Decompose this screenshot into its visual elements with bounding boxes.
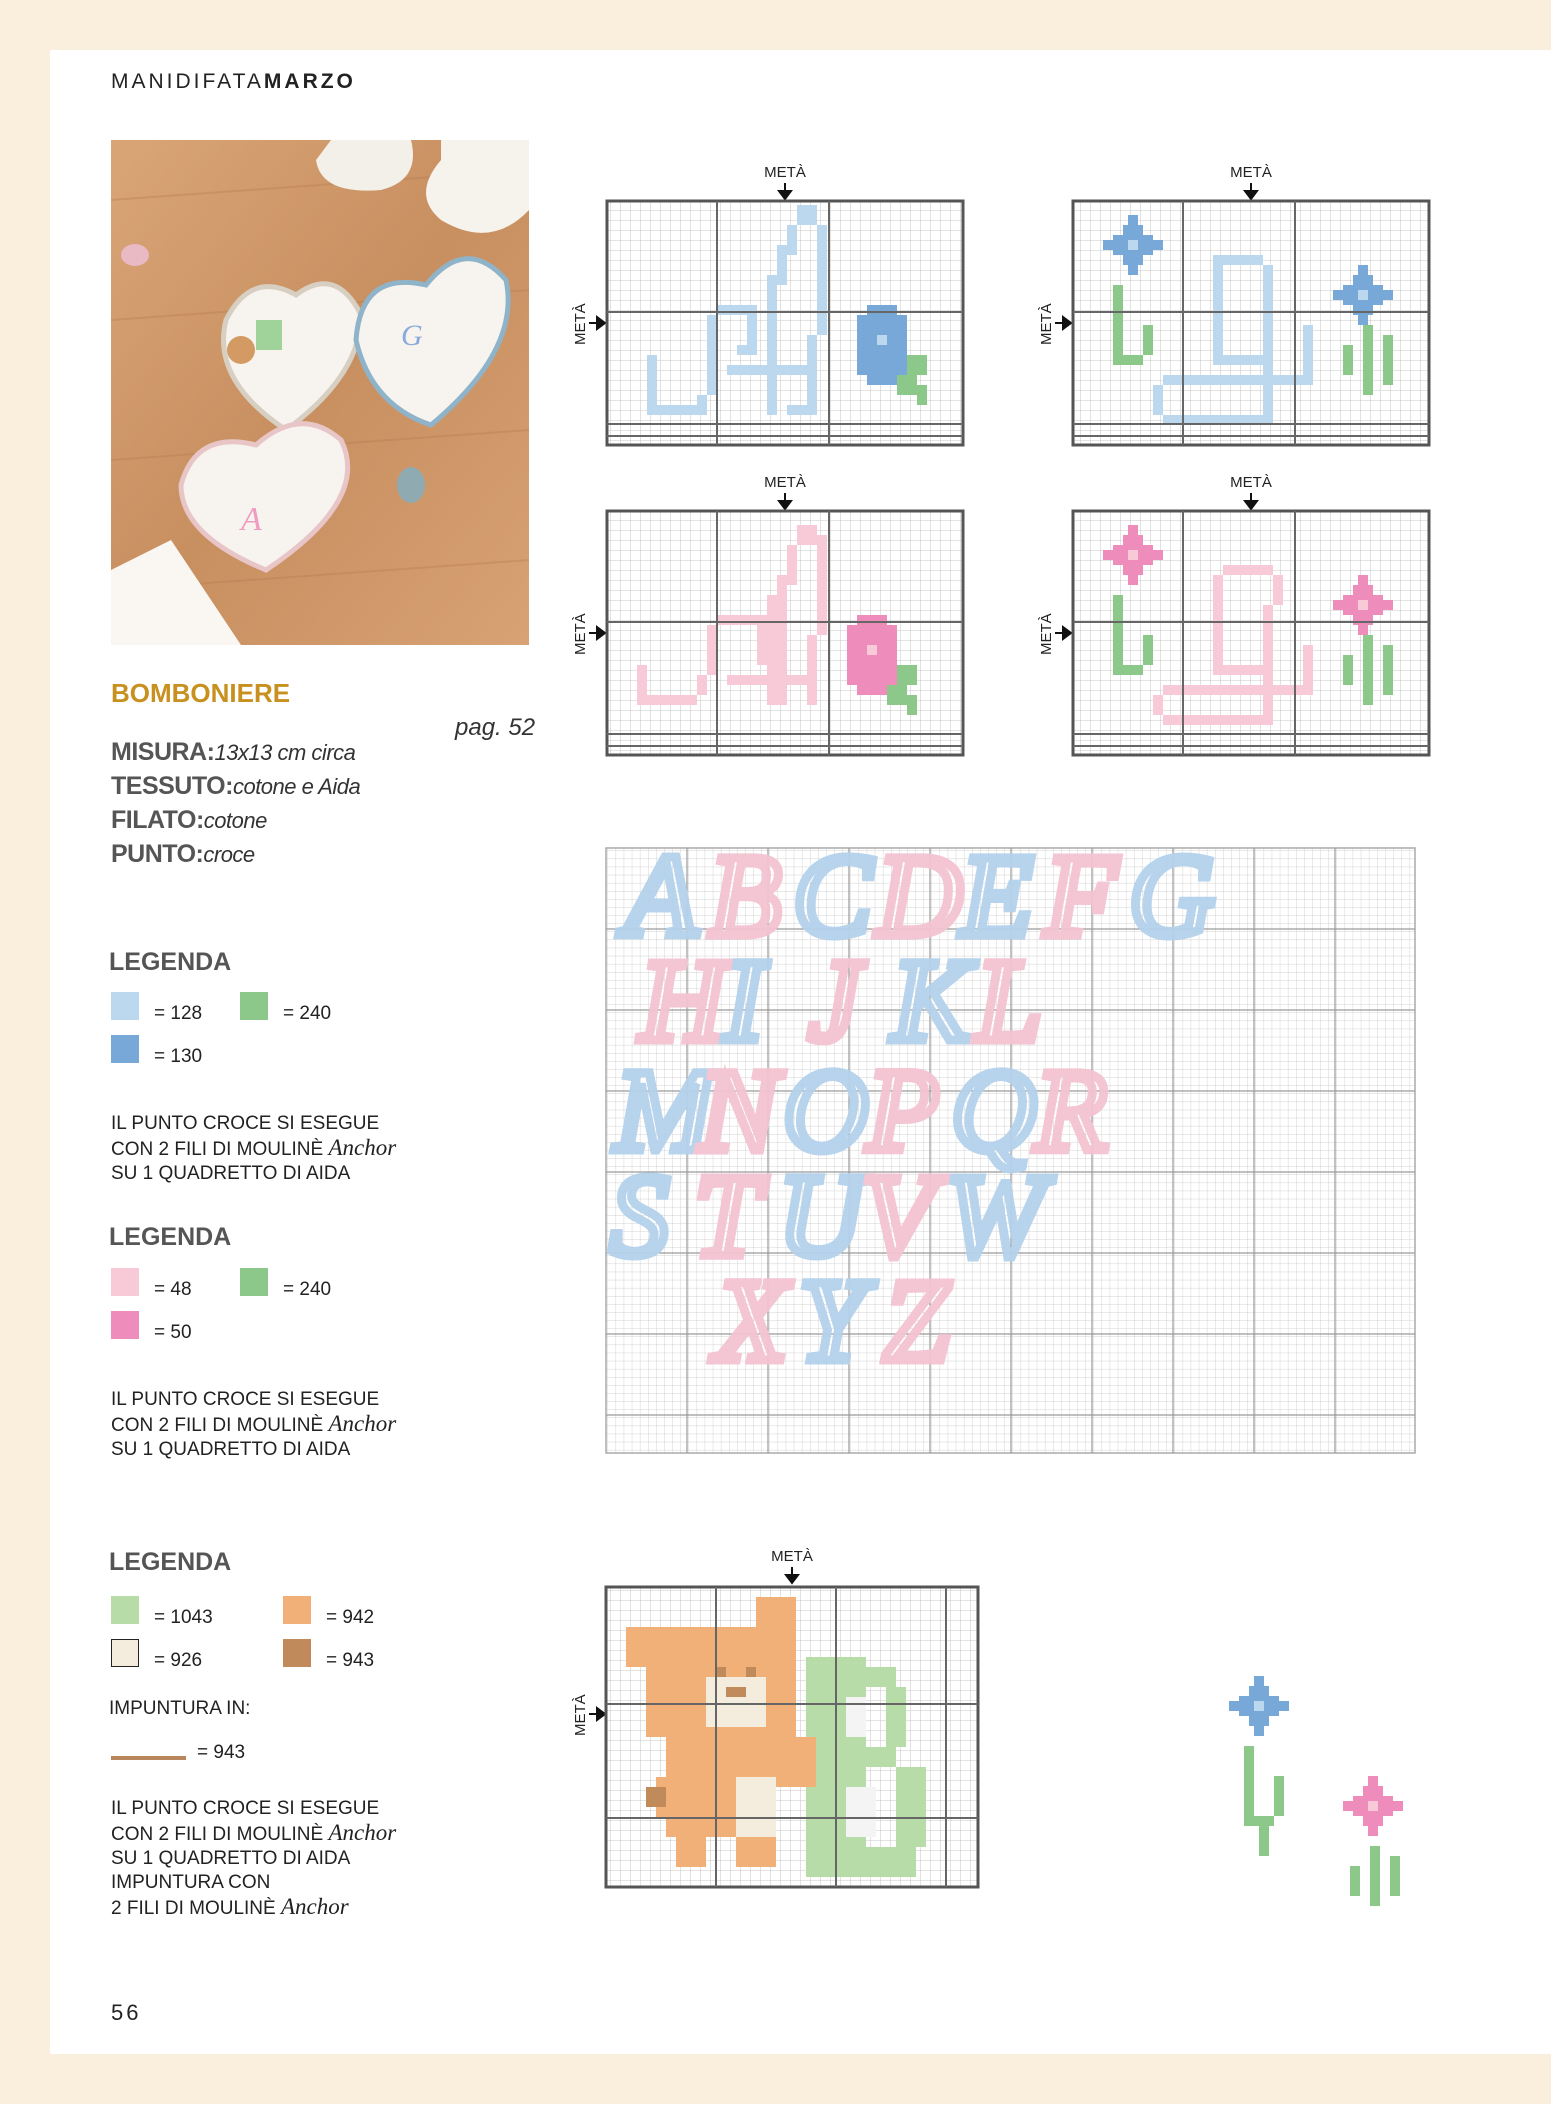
svg-text:G: G [401, 319, 423, 352]
alphabet-letter-b: B [709, 830, 782, 961]
meta-label: METÀ [764, 474, 806, 491]
chart-letter-a-pink [607, 511, 963, 755]
meta-label: METÀ [572, 303, 589, 345]
anchor-logo: Anchor [328, 1411, 397, 1436]
swatch-label: = 128 [154, 1003, 203, 1024]
legend-heading: LEGENDA [109, 1548, 232, 1576]
legend-heading: LEGENDA [109, 948, 232, 976]
alphabet-letter-c: C [793, 830, 872, 961]
alphabet-letter-u: U [778, 1150, 864, 1281]
chart-letter-a-blue [607, 201, 963, 445]
swatch-label: = 240 [283, 1003, 332, 1024]
note-line: IL PUNTO CROCE SI ESEGUE [111, 1389, 380, 1410]
alphabet-letter-q: Q [951, 1045, 1037, 1176]
swatch-label: = 926 [154, 1650, 203, 1671]
chart-letter-g-blue [1073, 201, 1429, 445]
swatch-label: = 943 [197, 1742, 246, 1763]
note-line: SU 1 QUADRETTO DI AIDA [111, 1163, 351, 1184]
swatch-label: = 942 [326, 1607, 375, 1628]
anchor-logo: Anchor [280, 1894, 349, 1919]
alphabet-letter-r: R [1035, 1045, 1108, 1176]
spec-label: FILATO: [111, 806, 204, 834]
project-title: BOMBONIERE [111, 678, 291, 708]
swatch-label: = 48 [154, 1279, 192, 1300]
alphabet-letter-o: O [783, 1045, 869, 1176]
meta-label: METÀ [771, 1548, 813, 1565]
note-line: 2 FILI DI MOULINÈ [111, 1898, 276, 1919]
swatch-label: = 240 [283, 1279, 332, 1300]
alphabet-letter-e: E [961, 830, 1034, 961]
note-line: IMPUNTURA CON [111, 1872, 271, 1893]
alphabet-letter-n: N [699, 1045, 778, 1176]
note-line: CON 2 FILI DI MOULINÈ [111, 1415, 324, 1436]
alphabet-letter-z: Z [883, 1255, 949, 1386]
alphabet-letter-l: L [976, 935, 1042, 1066]
anchor-logo: Anchor [328, 1135, 397, 1160]
note-line: IL PUNTO CROCE SI ESEGUE [111, 1798, 380, 1819]
legend-heading: LEGENDA [109, 1223, 232, 1251]
svg-text:A: A [241, 501, 262, 538]
chart-alphabet [606, 830, 1415, 1453]
page-reference: pag. 52 [455, 714, 536, 741]
header-month: MARZO [263, 70, 356, 93]
page-number: 56 [111, 2000, 142, 2025]
spec-label: MISURA: [111, 738, 215, 766]
alphabet-letter-p: P [867, 1045, 940, 1176]
spec-value: 13x13 cm circa [214, 740, 356, 765]
spec-label: TESSUTO: [111, 772, 233, 800]
spec-value: croce [203, 842, 255, 867]
alphabet-letter-y: Y [799, 1255, 865, 1386]
alphabet-letter-t: T [694, 1150, 760, 1281]
alphabet-letter-d: D [877, 830, 963, 961]
meta-label: METÀ [572, 613, 589, 655]
spec-value: cotone [203, 808, 267, 833]
spec-value: cotone e Aida [232, 774, 361, 799]
chart-letter-g-pink [1073, 511, 1429, 755]
note-line: IL PUNTO CROCE SI ESEGUE [111, 1113, 380, 1134]
alphabet-letter-j: J [808, 935, 861, 1066]
meta-label: METÀ [1230, 164, 1272, 181]
swatch-label: = 50 [154, 1322, 192, 1343]
alphabet-letter-s: S [610, 1150, 669, 1281]
meta-label: METÀ [1038, 613, 1055, 655]
note-line: SU 1 QUADRETTO DI AIDA [111, 1439, 351, 1460]
chart-teddy-bear-b [606, 1587, 978, 1887]
alphabet-letter-i: I [724, 935, 764, 1066]
meta-label: METÀ [572, 1694, 589, 1736]
alphabet-letter-k: K [892, 935, 971, 1066]
alphabet-letter-f: F [1045, 830, 1118, 961]
swatch-label: = 943 [326, 1650, 375, 1671]
alphabet-letter-w: W [946, 1150, 1045, 1281]
flowers-motif [1229, 1676, 1403, 1906]
swatch-label: = 1043 [154, 1607, 213, 1628]
note-line: SU 1 QUADRETTO DI AIDA [111, 1848, 351, 1869]
anchor-logo: Anchor [328, 1820, 397, 1845]
meta-label: METÀ [764, 164, 806, 181]
note-line: CON 2 FILI DI MOULINÈ [111, 1139, 324, 1160]
alphabet-letter-x: X [715, 1255, 788, 1386]
spec-label: PUNTO: [111, 840, 204, 868]
swatch-label: = 130 [154, 1046, 203, 1067]
impuntura-label: IMPUNTURA IN: [109, 1698, 251, 1719]
header-brand: MANIDIFATA [111, 70, 264, 93]
alphabet-letter-g: G [1129, 830, 1215, 961]
alphabet-letter-v: V [862, 1150, 935, 1281]
alphabet-letter-m: M [615, 1045, 714, 1176]
alphabet-letter-h: H [640, 935, 726, 1066]
note-line: CON 2 FILI DI MOULINÈ [111, 1824, 324, 1845]
meta-label: METÀ [1230, 474, 1272, 491]
alphabet-letter-a: A [625, 830, 698, 961]
meta-label: METÀ [1038, 303, 1055, 345]
